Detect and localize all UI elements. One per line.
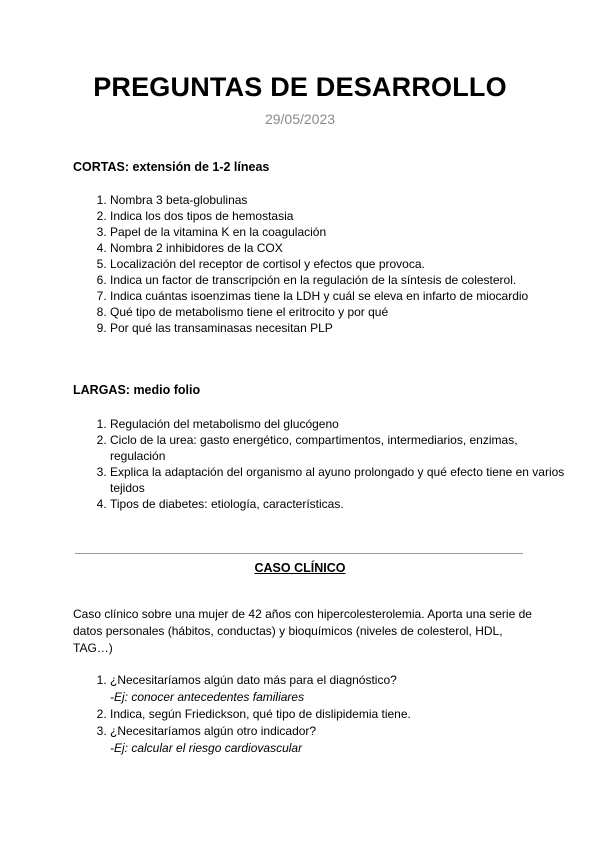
list-item [110, 723, 565, 757]
page-title: PREGUNTAS DE DESARROLLO [93, 72, 507, 102]
question-text: ¿Necesitaríamos algún otro indicador? [110, 724, 317, 738]
cortas-list [73, 192, 565, 336]
question-text: Indica, según Friedickson, qué tipo de dislipidemia tiene. [110, 707, 411, 721]
list-item: 2. Indica los dos tipos de hemostasia [110, 208, 565, 224]
list-item: 5. Localización del receptor de cortisol y efectos que provoca. [110, 256, 565, 272]
list-item: 6. Indica un factor de transcripción en la regulación de la síntesis de colesterol. [110, 272, 565, 288]
cortas-heading [73, 160, 269, 174]
list-item: 3. Papel de la vitamina K en la coagulación [110, 224, 565, 240]
list-item: 7. Indica cuántas isoenzimas tiene la LDH y cuál se eleva en infarto de miocardio [110, 288, 565, 304]
list-item: 9. Por qué las transaminasas necesitan PLP [110, 320, 565, 336]
question-hint: -Ej: calcular el riesgo cardiovascular [110, 741, 303, 755]
cortas-heading-detail: extensión de 1-2 líneas [132, 160, 270, 174]
list-item: 2. Ciclo de la urea: gasto energético, compartimentos, intermediarios, enzimas, regulación [110, 432, 565, 464]
largas-heading [73, 383, 200, 397]
exam-date: 29/05/2023 [264, 111, 336, 127]
list-item: 8. Qué tipo de metabolismo tiene el eritrocito y por qué [110, 304, 565, 320]
list-item: 1. Regulación del metabolismo del glucógeno [110, 416, 565, 432]
list-item: 4. Nombra 2 inhibidores de la COX [110, 240, 565, 256]
question-hint: -Ej: conocer antecedentes familiares [110, 690, 305, 704]
largas-heading-detail: medio folio [133, 383, 201, 397]
cortas-heading-label: CORTAS: [73, 160, 130, 174]
largas-list [73, 416, 565, 512]
list-item: 4. Tipos de diabetes: etiología, características. [110, 496, 565, 512]
section-divider [75, 553, 523, 554]
list-item [110, 706, 565, 723]
list-item: 1. Nombra 3 beta-globulinas [110, 192, 565, 208]
caso-clinico-title: CASO CLÍNICO [254, 561, 346, 575]
caso-questions-list [73, 672, 565, 757]
list-item: 3. Explica la adaptación del organismo al ayuno prolongado y qué efecto tiene en varios tejidos [110, 464, 565, 496]
question-text: ¿Necesitaríamos algún dato más para el diagnóstico? [110, 673, 397, 687]
list-item [110, 672, 565, 706]
caso-clinico-intro: Caso clínico sobre una mujer de 42 años con hipercolesterolemia. Aporta una serie de datos personales (hábitos, conductas) y bioquímicos (niveles de colesterol, HDL, TAG…) [73, 607, 532, 655]
largas-heading-label: LARGAS: [73, 383, 130, 397]
